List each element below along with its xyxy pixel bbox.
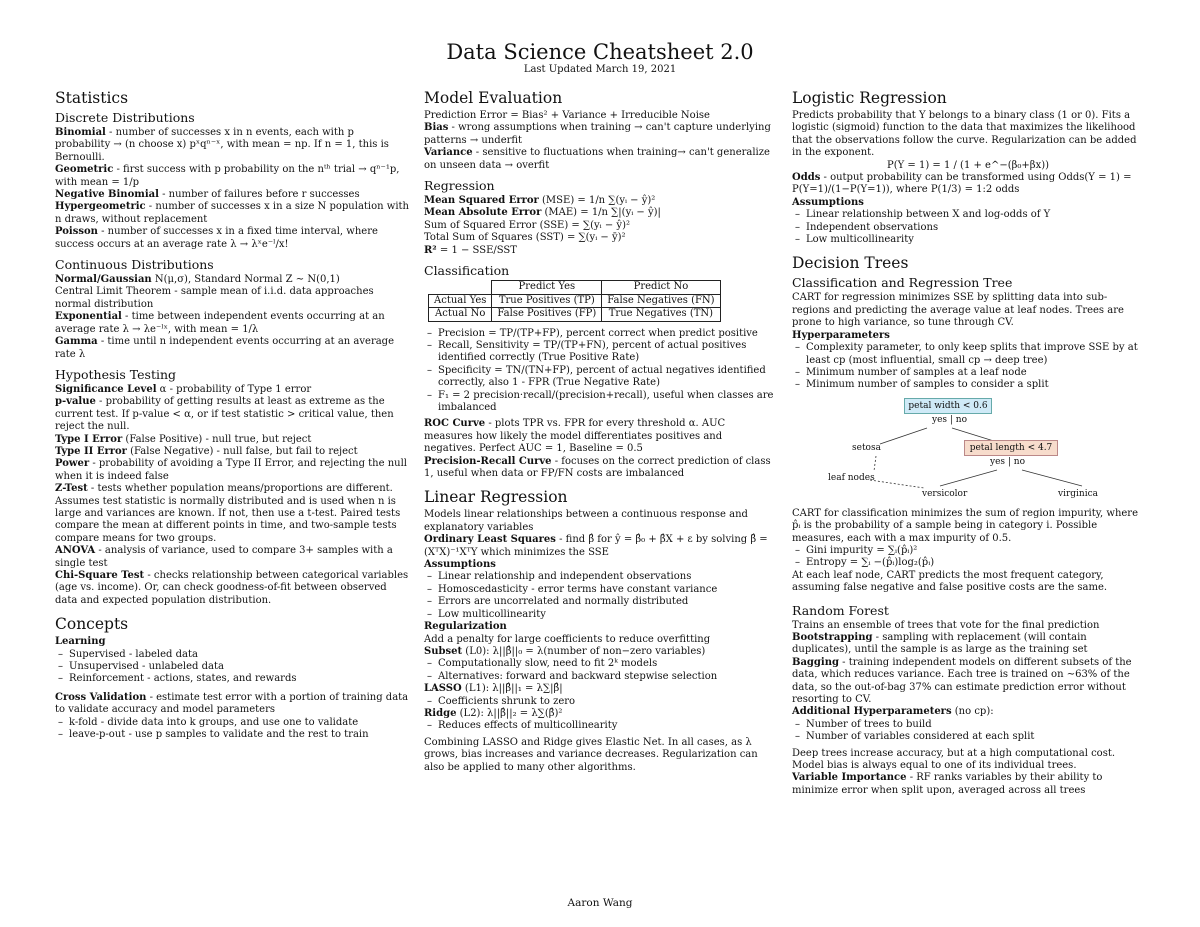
leaf-versicolor: versicolor (922, 488, 968, 499)
list-item: – Number of variables considered at each split (792, 731, 1144, 743)
heading-logreg-assumptions: Assumptions (792, 196, 864, 208)
lasso-list (424, 696, 776, 708)
table-row: Actual Yes True Positives (TP) False Negatives (FN) (429, 294, 721, 308)
entry-odds: Odds - output probability can be transformed using Odds(Y = 1) = P(Y=1)/(1−P(Y=1)), where P(1/3) = 1:2 odds (792, 172, 1132, 196)
entry-exponential: Exponential - time between independent events occurring at an average rate λ → λe⁻ˡˣ, with mean = 1/λ (55, 311, 385, 335)
list-item: – Coefficients shrunk to zero (424, 696, 776, 708)
list-item: – F₁ = 2 precision·recall/(precision+recall), useful when classes are imbalanced (424, 390, 776, 415)
cm-header: Predict Yes (492, 281, 602, 295)
list-item: – Entropy = ∑ᵢ −(p̂ᵢ)log₂(p̂ᵢ) (792, 557, 1144, 569)
decision-tree-diagram (792, 396, 1144, 504)
entry-reg-intro: Add a penalty for large coefficients to reduce overfitting (424, 633, 711, 645)
confusion-matrix (428, 280, 721, 322)
entry-poisson: Poisson - number of successes x in a fixed time interval, where success occurs at an average rate λ → λˣe⁻ˡ/x! (55, 226, 378, 250)
entry-sst: Total Sum of Squares (SST) = ∑(yᵢ − ȳ)² (424, 232, 626, 244)
list-item: – Reduces effects of multicollinearity (424, 720, 776, 732)
heading-hyperparameters: Hyperparameters (792, 329, 890, 341)
list-item: – Supervised - labeled data (55, 649, 410, 661)
heading-model-evaluation: Model Evaluation (424, 89, 563, 107)
entry-mae: Mean Absolute Error (MAE) = 1/n ∑|(yᵢ − ŷ)| (424, 207, 661, 219)
column-1 (55, 87, 410, 741)
heading-statistics: Statistics (55, 89, 129, 107)
heading-learning: Learning (55, 636, 106, 648)
split-branch-label: yes | no (990, 456, 1025, 467)
entry-ridge: Ridge (L2): λ||β̂||₂ = λ∑(β̂)² (424, 707, 563, 719)
entry-bagging: Bagging - training independent models on different subsets of the data, which reduces variance. Each tree is trained on ∼63% of the data, so the out-of-bag 37% can estimate prediction error without resorting to CV. (792, 656, 1132, 705)
entry-gamma: Gamma - time until n independent events occurring at an average rate λ (55, 336, 394, 360)
column-3 (792, 87, 1144, 797)
entry-cart-intro: CART for regression minimizes SSE by splitting data into sub-regions and predicting the average value at leaf nodes. Trees are prone to high variance, so tune through CV. (792, 292, 1124, 329)
entry-ols: Ordinary Least Squares - find β̂ for ŷ = β̂₀ + β̂X + ε by solving β̂ = (XᵀX)⁻¹XᵀY which minimizes the SSE (424, 534, 768, 558)
heading-continuous: Continuous Distributions (55, 257, 214, 273)
entry-anova: ANOVA - analysis of variance, used to compare 3+ samples with a single test (55, 545, 393, 569)
heading-regularization: Regularization (424, 621, 507, 633)
entry-r2: R² = 1 − SSE/SST (424, 244, 517, 256)
entry-bias: Bias - wrong assumptions when training → can't capture underlying patterns → underfit (424, 122, 771, 146)
entry-linreg-intro: Models linear relationships between a continuous response and explanatory variables (424, 509, 748, 533)
entry-deep-trees: Deep trees increase accuracy, but at a high computational cost. Model bias is always equal to one of its individual trees. (792, 747, 1116, 772)
entry-variance: Variance - sensitive to fluctuations when training→ can't generalize on unseen data → overfit (424, 147, 770, 171)
logreg-assumptions-list (792, 209, 1144, 246)
heading-regression: Regression (424, 178, 495, 194)
cv-list (55, 717, 410, 742)
hyperparameters-list (792, 342, 1144, 392)
table-row: Actual No False Positives (FP) True Negatives (TN) (429, 308, 721, 322)
list-item: – Unsupervised - unlabeled data (55, 661, 410, 673)
list-item: – Complexity parameter, to only keep splits that improve SSE by at least cp (most influential, small cp → deep tree) (792, 342, 1144, 367)
leaf-setosa: setosa (852, 442, 881, 453)
list-item: – Gini impurity = ∑ᵢ(p̂ᵢ)² (792, 545, 1144, 557)
heading-hypothesis: Hypothesis Testing (55, 366, 177, 382)
entry-ztest: Z-Test - tests whether population means/proportions are different. Assumes test statistic is normally distributed and is used when n is large and variances are known. If not, then use a t-test. Paired tests compare the mean at different points in time, and two-sample tests compare means for two groups. (55, 483, 401, 544)
entry-sse: Sum of Squared Error (SSE) = ∑(yᵢ − ŷ)² (424, 219, 630, 231)
assumptions-list (424, 571, 776, 621)
heading-cart: Classification and Regression Tree (792, 275, 1013, 291)
add-hyper-list (792, 719, 1144, 744)
list-item: – Low multicollinearity (792, 234, 1144, 246)
metrics-list (424, 328, 776, 415)
entry-rf-intro: Trains an ensemble of trees that vote for the final prediction (792, 619, 1100, 631)
list-item: – Specificity = TN/(TN+FP), percent of actual negatives identified correctly, also 1 - FPR (True Negative Rate) (424, 365, 776, 390)
heading-linear-regression: Linear Regression (424, 488, 568, 507)
heading-decision-trees: Decision Trees (792, 254, 909, 273)
entry-add-hyper: Additional Hyperparameters (no cp): (792, 706, 994, 718)
list-item: – Alternatives: forward and backward stepwise selection (424, 671, 776, 683)
entry-cross-validation: Cross Validation - estimate test error with a portion of training data to validate accuracy and model parameters (55, 691, 409, 716)
entry-clt: Central Limit Theorem - sample mean of i.i.d. data approaches normal distribution (55, 286, 374, 310)
list-item: – Computationally slow, need to fit 2ᵏ models (424, 658, 776, 670)
entry-type1: Type I Error (False Positive) - null true, but reject (55, 433, 312, 445)
entry-leaf-prediction: At each leaf node, CART predicts the most frequent category, assuming false negative and false positive costs are the same. (792, 569, 1108, 594)
heading-discrete: Discrete Distributions (55, 110, 195, 125)
cm-header: Predict No (602, 281, 720, 295)
leaf-nodes-label: leaf nodes (828, 472, 875, 483)
list-item: – Minimum number of samples to consider a split (792, 379, 1144, 391)
subset-list (424, 658, 776, 683)
page-title: Data Science Cheatsheet 2.0 (446, 40, 754, 64)
entry-pvalue: p-value - probability of getting results at least as extreme as the current test. If p-value < α, or if test statistic > critical value, then reject the null. (55, 396, 394, 433)
entry-geometric: Geometric - first success with p probability on the nᵗʰ trial → qⁿ⁻¹p, with mean = 1/p (55, 164, 400, 188)
entry-mse: Mean Squared Error (MSE) = 1/n ∑(yᵢ − ŷ)² (424, 195, 656, 207)
list-item: – Recall, Sensitivity = TP/(TP+FN), percent of actual positives identified correctly (True Positive Rate) (424, 340, 776, 365)
list-item: – Errors are uncorrelated and normally distributed (424, 596, 776, 608)
author: Aaron Wang (567, 897, 633, 909)
list-item: – Reinforcement - actions, states, and rewards (55, 673, 410, 685)
list-item: – Independent observations (792, 222, 1144, 234)
leaf-virginica: virginica (1058, 488, 1098, 499)
list-item: – Homoscedasticity - error terms have constant variance (424, 584, 776, 596)
entry-logreg-intro: Predicts probability that Y belongs to a binary class (1 or 0). Fits a logistic (sigmoid) function to the data that maximizes the likelihood that the observations follow the curve. Regularization can be added in the exponent. (792, 110, 1137, 159)
ridge-list (424, 720, 776, 732)
entry-normal: Normal/Gaussian N(μ,σ), Standard Normal Z ∼ N(0,1) (55, 274, 340, 286)
entry-bootstrapping: Bootstrapping - sampling with replacement (will contain duplicates), until the sample is as large as the training set (792, 631, 1088, 656)
entry-hypergeo: Hypergeometric - number of successes x in a size N population with n draws, without replacement (55, 201, 409, 225)
list-item: – Linear relationship and independent observations (424, 571, 776, 583)
heading-concepts: Concepts (55, 615, 129, 634)
column-2 (424, 87, 776, 774)
list-item: – Number of trees to build (792, 719, 1144, 731)
entry-subset: Subset (L0): λ||β̂||₀ = λ(number of non−zero variables) (424, 645, 706, 657)
list-item: – Minimum number of samples at a leaf node (792, 367, 1144, 379)
entry-variable-importance: Variable Importance - RF ranks variables by their ability to minimize error when split upon, averaged across all trees (792, 772, 1103, 796)
tree-split-node: petal length < 4.7 (964, 440, 1058, 456)
entry-type2: Type II Error (False Negative) - null false, but fail to reject (55, 445, 358, 457)
entry-cart-classification: CART for classification minimizes the sum of region impurity, where p̂ᵢ is the probability of a sample being in category i. Possible measures, each with a max impurity of 0.5. (792, 507, 1139, 544)
entry-lasso: LASSO (L1): λ||β̂||₁ = λ∑|β̂| (424, 683, 563, 695)
learning-list (55, 649, 410, 686)
entry-negbin: Negative Binomial - number of failures before r successes (55, 189, 360, 201)
list-item: – Low multicollinearity (424, 609, 776, 621)
list-item: – Precision = TP/(TP+FP), percent correct when predict positive (424, 328, 776, 340)
root-branch-label: yes | no (932, 414, 967, 425)
entry-chisq: Chi-Square Test - checks relationship between categorical variables (age vs. income). Or, can check goodness-of-fit between observed data and expected population distribution. (55, 570, 409, 606)
heading-random-forest: Random Forest (792, 602, 889, 618)
heading-logistic-regression: Logistic Regression (792, 89, 947, 107)
tree-root-node: petal width < 0.6 (904, 398, 992, 414)
entry-prc: Precision-Recall Curve - focuses on the correct prediction of class 1, useful when data or FP/FN costs are imbalanced (424, 455, 771, 480)
impurity-list (792, 545, 1144, 570)
list-item: – leave-p-out - use p samples to validate and the rest to train (55, 729, 410, 741)
last-updated: Last Updated March 19, 2021 (523, 64, 677, 75)
entry-binomial: Binomial - number of successes x in n events, each with p probability → (n choose x) pˣqⁿ⁻ˣ, with mean = np. If n = 1, this is Bernoulli. (55, 127, 389, 163)
entry-significance: Significance Level α - probability of Type 1 error (55, 383, 312, 395)
logistic-formula: P(Y = 1) = 1 / (1 + e^−(β₀+βx)) (886, 159, 1050, 171)
list-item: – k-fold - divide data into k groups, and use one to validate (55, 717, 410, 729)
list-item: – Linear relationship between X and log-odds of Y (792, 209, 1144, 221)
entry-prediction-error: Prediction Error = Bias² + Variance + Irreducible Noise (424, 110, 710, 121)
heading-classification: Classification (424, 263, 510, 279)
entry-power: Power - probability of avoiding a Type II Error, and rejecting the null when it is indeed false (55, 458, 407, 482)
heading-assumptions: Assumptions (424, 559, 496, 571)
entry-reg-outro: Combining LASSO and Ridge gives Elastic Net. In all cases, as λ grows, bias increases and variance decreases. Regularization can also be applied to many other algorithms. (424, 736, 758, 773)
entry-roc: ROC Curve - plots TPR vs. FPR for every threshold α. AUC measures how likely the model differentiates positives and negatives. Perfect AUC = 1, Baseline = 0.5 (424, 418, 726, 455)
